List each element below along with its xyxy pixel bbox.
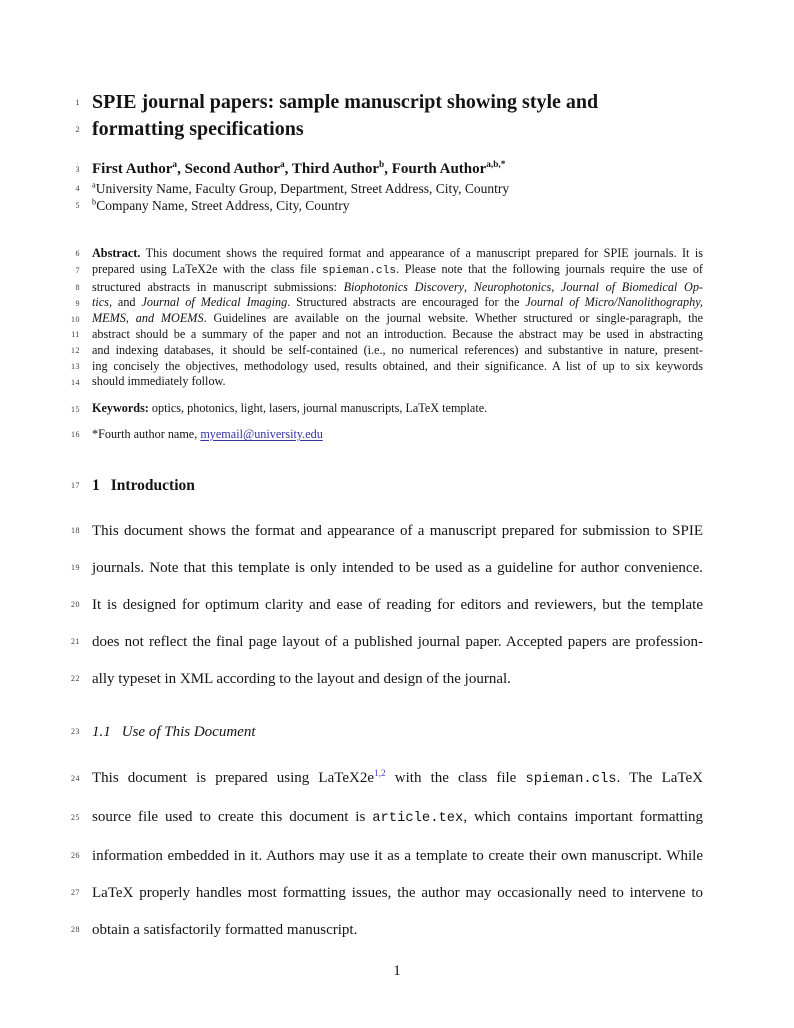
text-segment: information embedded in it. Authors may use it as a template to create their own manuscript. While <box>92 847 703 864</box>
line-text <box>92 427 703 443</box>
text-segment: a,b,* <box>486 160 506 170</box>
text-segment: . Please note that the following journals require the use of <box>396 261 703 276</box>
doc-line <box>0 768 794 790</box>
text-segment: obtain a satisfactorily formatted manuscript. <box>92 921 358 938</box>
text-segment: Use of This Document <box>121 723 256 740</box>
text-segment: a <box>172 160 178 170</box>
line-text <box>92 180 703 197</box>
line-text <box>92 595 703 615</box>
doc-line <box>0 427 794 443</box>
line-text <box>92 343 703 359</box>
line-number: 8 <box>75 282 80 292</box>
text-segment: does not reflect the final page layout of a published journal paper. Accepted papers are profession- <box>92 633 703 650</box>
doc-line <box>0 669 794 689</box>
line-number: 20 <box>71 600 80 610</box>
line-number: 13 <box>71 361 80 371</box>
text-segment: source file used to create this document is <box>92 808 373 825</box>
text-segment: , Third Author <box>284 161 380 177</box>
text-segment: spieman.cls <box>322 264 397 277</box>
doc-line <box>0 374 794 390</box>
text-segment: Keywords: <box>92 401 149 416</box>
line-number: 15 <box>71 404 80 414</box>
line-text <box>92 327 703 343</box>
text-segment: . The LaTeX <box>616 769 704 786</box>
text-segment: This document shows the format and appearance of a manuscript prepared for submission to SPIE <box>92 522 703 539</box>
text-segment: spieman.cls <box>525 771 617 787</box>
text-segment: Introduction <box>110 476 195 494</box>
line-text <box>92 846 703 866</box>
line-text <box>92 632 703 652</box>
text-segment: a <box>92 180 96 190</box>
text-segment: Journal of Micro/Nanolithography, <box>525 295 703 310</box>
line-number: 26 <box>71 851 80 861</box>
text-segment: 1 <box>92 476 100 494</box>
text-segment: b <box>92 197 97 207</box>
line-number: 16 <box>71 430 80 440</box>
line-number: 27 <box>71 888 80 898</box>
doc-line <box>0 327 794 343</box>
text-segment: , <box>464 279 474 294</box>
text-segment: , and <box>108 295 142 310</box>
line-number: 9 <box>75 298 80 308</box>
line-text <box>92 280 703 296</box>
line-number: 10 <box>71 314 80 324</box>
text-segment: with the class file <box>385 769 526 786</box>
line-number: 25 <box>71 813 80 823</box>
text-segment: First Author <box>92 161 173 177</box>
doc-line <box>0 476 794 496</box>
line-text <box>92 89 703 116</box>
line-number: 19 <box>71 563 80 573</box>
text-segment: tics <box>92 295 109 310</box>
line-number: 5 <box>75 201 80 210</box>
text-segment: ing concisely the objectives, methodology used, results obtained, and their significance. A list of up to six keywords <box>92 358 703 373</box>
line-number: 7 <box>75 266 80 276</box>
line-number: 2 <box>75 125 80 134</box>
line-number: 24 <box>71 774 80 784</box>
text-segment: This document shows the required format and appearance of a manuscript prepared for SPIE journals. It is <box>140 246 703 260</box>
text-segment: MEMS, and MOEMS <box>92 311 204 326</box>
text-segment: SPIE journal papers: sample manuscript showing style and <box>92 91 599 113</box>
text-segment: optics, photonics, light, lasers, journal manuscripts, LaTeX template. <box>148 401 488 416</box>
doc-line <box>0 246 794 262</box>
text-segment: formatting specifications <box>92 118 304 140</box>
line-number: 17 <box>71 481 80 491</box>
line-text <box>92 359 703 375</box>
doc-line <box>0 180 794 197</box>
text-segment: , which contains important formatting <box>463 808 703 825</box>
line-number: 28 <box>71 925 80 935</box>
doc-line <box>0 807 794 829</box>
line-text <box>92 722 703 742</box>
line-number: 21 <box>71 637 80 647</box>
text-segment: journals. Note that this template is only intended to be used as a guideline for author convenience. <box>92 559 703 576</box>
line-text <box>92 311 703 327</box>
text-segment: . Structured abstracts are encouraged for the <box>287 295 526 310</box>
line-text <box>92 768 703 790</box>
doc-line <box>0 116 794 143</box>
line-number: 11 <box>71 330 80 340</box>
text-segment: This document is prepared using LaTeX2e <box>92 769 375 786</box>
text-segment: a <box>280 160 285 170</box>
doc-line <box>0 160 794 179</box>
text-segment: , <box>551 279 561 294</box>
line-text <box>92 558 703 578</box>
citation-link[interactable]: 1,2 <box>374 768 386 779</box>
text-segment: should immediately follow. <box>92 374 226 389</box>
line-text <box>92 920 703 940</box>
text-segment: , Fourth Author <box>384 161 487 177</box>
text-segment: ally typeset in XML according to the layout and design of the journal. <box>92 670 511 687</box>
line-text <box>92 295 703 311</box>
line-number: 23 <box>71 727 80 737</box>
line-number: 6 <box>75 249 80 259</box>
doc-line <box>0 521 794 541</box>
doc-line <box>0 359 794 375</box>
line-text <box>92 807 703 829</box>
line-text <box>92 246 703 262</box>
doc-line <box>0 920 794 940</box>
text-segment: It is designed for optimum clarity and ease of reading for editors and reviewers, but the template <box>92 596 703 613</box>
line-number: 12 <box>71 346 80 356</box>
text-segment: and indexing databases, it should be self-contained (i.e., no numerical references) and substantive in nature, present- <box>92 342 703 357</box>
line-text <box>92 116 703 143</box>
line-text <box>92 160 703 179</box>
doc-line <box>0 197 794 214</box>
text-segment: Journal of Biomedical Op- <box>560 279 703 294</box>
text-segment: prepared using LaTeX2e with the class file <box>92 261 322 276</box>
doc-line <box>0 595 794 615</box>
doc-line <box>0 295 794 311</box>
line-number: 22 <box>71 674 80 684</box>
text-segment: LaTeX properly handles most formatting issues, the author may occasionally need to intervene to <box>92 884 703 901</box>
text-segment: . Guidelines are available on the journal website. Whether structured or single-paragraph, the <box>203 311 703 326</box>
line-text <box>92 262 703 280</box>
line-text <box>92 521 703 541</box>
text-segment: abstract should be a summary of the paper and not an introduction. Because the abstract may be used in abstracting <box>92 326 703 341</box>
line-text <box>92 883 703 903</box>
doc-line <box>0 558 794 578</box>
doc-line <box>0 883 794 903</box>
page-number: 1 <box>393 962 401 979</box>
text-segment: article.tex <box>372 810 464 826</box>
text-segment: Abstract. <box>92 246 141 260</box>
line-number: 18 <box>71 526 80 536</box>
doc-line <box>0 846 794 866</box>
doc-line <box>0 401 794 417</box>
line-text <box>92 669 703 689</box>
email-link[interactable]: myemail@university.edu <box>200 426 323 441</box>
line-number: 3 <box>75 165 80 174</box>
doc-line <box>0 343 794 359</box>
line-text <box>92 374 703 390</box>
doc-line <box>0 262 794 280</box>
text-segment: , Second Author <box>177 161 281 177</box>
text-segment: Neurophotonics <box>473 279 552 294</box>
doc-line <box>0 311 794 327</box>
doc-line <box>0 632 794 652</box>
text-segment: Company Name, Street Address, City, Country <box>96 198 350 213</box>
doc-line <box>0 89 794 116</box>
text-segment: Journal of Medical Imaging <box>141 295 288 310</box>
text-segment: b <box>379 160 385 170</box>
doc-line <box>0 722 794 742</box>
text-segment: University Name, Faculty Group, Department, Street Address, City, Country <box>95 181 510 196</box>
line-text <box>92 401 703 417</box>
line-number: 14 <box>71 377 80 387</box>
line-number: 4 <box>75 184 80 193</box>
text-segment: structured abstracts in manuscript submissions: <box>92 279 344 294</box>
text-segment: 1.1 <box>92 723 111 740</box>
line-number: 1 <box>75 98 80 107</box>
doc-line <box>0 280 794 296</box>
text-segment: *Fourth author name, <box>92 426 201 441</box>
line-text <box>92 476 703 496</box>
line-text <box>92 197 703 214</box>
text-segment: Biophotonics Discovery <box>343 279 465 294</box>
